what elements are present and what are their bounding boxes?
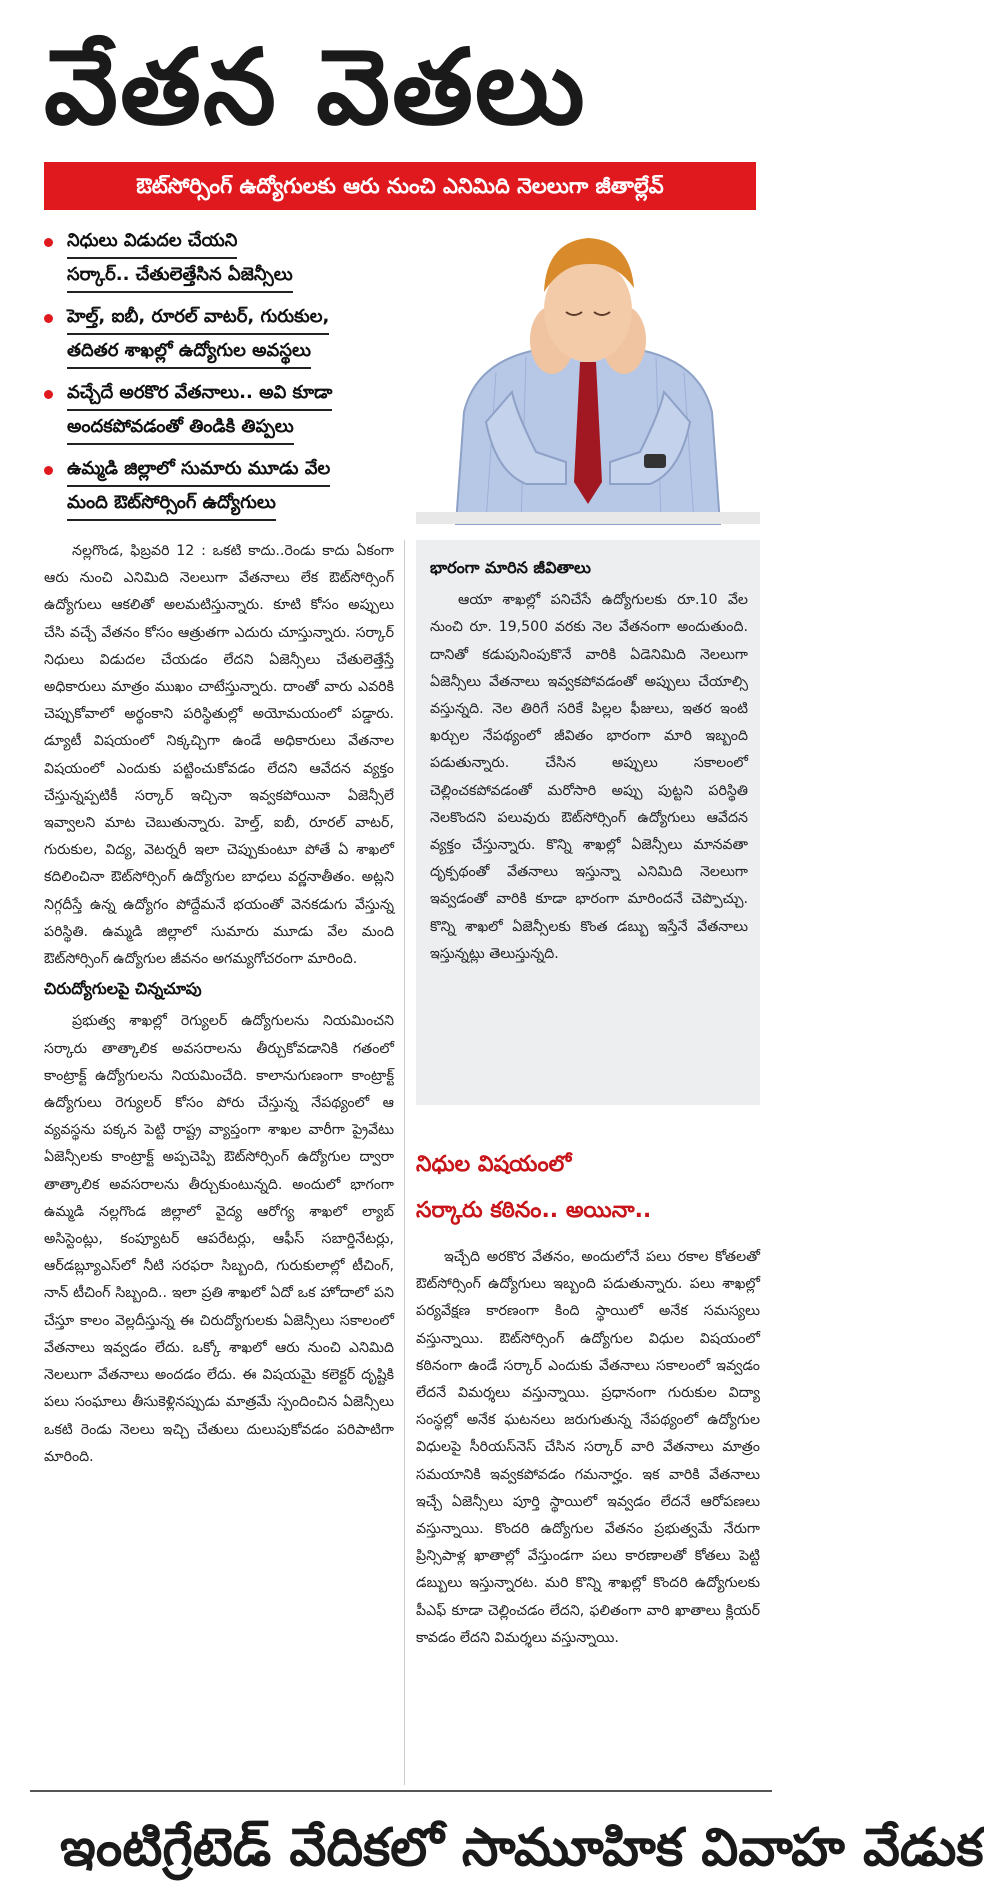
bullet-line: అందకపోవడంతో తిండికి తిప్పలు [67, 411, 294, 445]
sidebar-column [430, 552, 748, 968]
divider-rule [30, 1790, 772, 1792]
bullet-line: నిధులు విడుదల చేయని [67, 225, 237, 259]
bullet-dot-icon [44, 390, 53, 399]
bullet-item [44, 377, 404, 445]
stressed-man-icon [416, 222, 760, 524]
heading-line: సర్కారు కఠినం.. అయినా.. [416, 1198, 652, 1223]
bullet-dot-icon [44, 466, 53, 475]
paragraph: ఇచ్చేది అరకొర వేతనం, అందులోనే పలు రకాల కోతలతో ఔట్‌సోర్సింగ్ ఉద్యోగులు ఇబ్బంది పడుతున్నారు. పలు శాఖల్లో పర్యవేక్షణ కారణంగా కింది స్థాయిలో అనేక సమస్యలు వస్తున్నాయి. ఔట్‌సోర్సింగ్ ఉద్యోగుల విధుల విషయంలో కఠినంగా ఉండే సర్కార్ ఎందుకు వేతనాలు సకాలంలో ఇవ్వడం లేదనే విమర్శలు వస్తున్నాయి. ప్రధానంగా గురుకుల విద్యా సంస్థల్లో అనేక ఘటనలు జరుగుతున్న నేపథ్యంలో ఉద్యోగుల విధులపై సీరియస్‌నెస్ చేసిన సర్కార్ వారి వేతనాలు మాత్రం సమయానికి ఇవ్వకపోవడం గమనార్హం. ఇక వారికి వేతనాలు ఇచ్చే ఏజెన్సీలు పూర్తి స్థాయిలో ఇవ్వడం లేదనే ఆరోపణలు వస్తున్నాయి. కొందరి ఉద్యోగుల వేతనం ప్రభుత్వమే నేరుగా ప్రిన్సిపాళ్ల ఖాతాల్లో వేస్తుండగా పలు కారణాలతో కోతలు పెట్టి డబ్బులు ఇస్తున్నారట. మరి కొన్ని శాఖల్లో కొందరి ఉద్యోగులకు పీఎఫ్ కూడా చెల్లించడం లేదని, ఫలితంగా వారి ఖాతాలు క్లియర్ కావడం లేదని విమర్శలు వస్తున్నాయి. [416, 1249, 760, 1646]
paragraph: నల్లగొండ, ఫిబ్రవరి 12 : ఒకటి కాదు..రెండు కాదు ఏకంగా ఆరు నుంచి ఎనిమిది నెలలుగా వేతనాలు లేక ఔట్‌సోర్సింగ్ ఉద్యోగులు ఆకలితో అలమటిస్తున్నారు. కూటి కోసం అప్పులు చేసి వచ్చే వేతనం కోసం ఆత్రుతగా ఎదురు చూస్తున్నారు. సర్కార్ నిధులు విడుదల చేయడం లేదని ఏజెన్సీలు చేతులెత్తేస్తే అధికారులు మాత్రం ముఖం చాటేస్తున్నారు. దాంతో వారు ఎవరికి చెప్పుకోవాలో అర్థంకాని పరిస్థితుల్లో అయోమయంలో పడ్డారు. డ్యూటీ విషయంలో నిక్కచ్చిగా ఉండే అధికారులు వేతనాల విషయంలో ఎందుకు పట్టించుకోవడం లేదని ఆవేదన వ్యక్తం చేస్తున్నప్పటికీ సర్కార్ ఇచ్చినా ఇవ్వకపోయినా ఏజెన్సీలే ఇవ్వాలని మాట చెబుతున్నారు. హెల్త్, ఐబీ, రూరల్ వాటర్, గురుకుల, విద్య, వెటర్నరీ ఇలా చెప్పుకుంటూ పోతే ఏ శాఖలో కదిలించినా ఔట్‌సోర్సింగ్ ఉద్యోగుల బాధలు వర్ణనాతీతం. అట్లని నిగ్గదీస్తే ఉన్న ఉద్యోగం పోద్దేమనే భయంతో వెనకడుగు వేస్తున్న పరిస్థితి. ఉమ్మడి జిల్లాలో సుమారు మూడు వేల మంది ఔట్‌సోర్సింగ్ ఉద్యోగుల జీవనం అగమ్యగోచరంగా మారింది. [44, 543, 394, 968]
paragraph: ప్రభుత్వ శాఖల్లో రెగ్యులర్ ఉద్యోగులను నియమించని సర్కారు తాత్కాలిక అవసరాలను తీర్చుకోవడానికి గతంలో కాంట్రాక్ట్ ఉద్యోగులను నియమించేది. కాలానుగుణంగా కాంట్రాక్ట్ ఉద్యోగులు రెగ్యులర్ కోసం పోరు చేస్తున్న నేపథ్యంలో ఆ వ్యవస్థను పక్కన పెట్టి రాష్ట్ర వ్యాప్తంగా శాఖల వారీగా ప్రైవేటు ఏజెన్సీలకు కాంట్రాక్ట్ అప్పచెప్పి ఔట్‌సోర్సింగ్ ఉద్యోగుల ద్వారా తాత్కాలిక అవసరాలను తీర్చుకుంటున్నది. అందులో భాగంగా ఉమ్మడి నల్లగొండ జిల్లాలో వైద్య ఆరోగ్య శాఖలో ల్యాబ్ అసిస్టెంట్లు, కంప్యూటర్ ఆపరేటర్లు, ఆఫీస్ సబార్డినేటర్లు, ఆర్‌డబ్ల్యూఎస్‌లో నీటి సరఫరా సిబ్బంది, గురుకులాల్లో టీచింగ్, నాన్ టీచింగ్ సిబ్బంది.. ఇలా ప్రతి శాఖలో ఏదో ఒక హోదాలో పని చేస్తూ కాలం వెల్లదీస్తున్న ఈ చిరుద్యోగులకు ఏజెన్సీలు సకాలంలో వేతనాలు ఇవ్వడం లేదు. ఒక్కో శాఖలో ఆరు నుంచి ఎనిమిది నెలలుగా వేతనాలు అందడం లేదు. ఈ విషయమై కలెక్టర్ దృష్టికి పలు సంఘాలు తీసుకెళ్లినప్పుడు మాత్రమే స్పందించిన ఏజెన్సీలు ఒకటి రెండు నెలలు ఇచ్చి చేతులు దులుపుకోవడం పరిపాటిగా మారింది. [44, 1013, 394, 1465]
bullet-dot-icon [44, 314, 53, 323]
left-column [44, 538, 394, 1471]
right-section-heading [416, 1142, 760, 1234]
bullet-item [44, 453, 404, 521]
headline: వేతన వెతలు [44, 26, 587, 148]
bullet-line: హెల్త్, ఐబీ, రూరల్ వాటర్, గురుకుల, [67, 301, 329, 335]
bullet-line: సర్కార్.. చేతులెత్తేసిన ఏజెన్సీలు [67, 259, 293, 293]
next-article-headline: ఇంటిగ్రేటెడ్ వేదికలో సామూహిక వివాహ వేడుక [60, 1818, 984, 1878]
section-heading: చిరుద్యోగులపై చిన్నచూపు [44, 979, 202, 999]
bullet-dot-icon [44, 238, 53, 247]
sidebar-heading: భారంగా మారిన జీవితాలు [430, 558, 591, 577]
column-divider [404, 540, 405, 1785]
stressed-man-illustration [416, 222, 760, 524]
subheadline-bar: ఔట్‌సోర్సింగ్ ఉద్యోగులకు ఆరు నుంచి ఎనిమిది నెలలుగా జీతాల్లేవ్ [44, 162, 756, 210]
bullet-item [44, 225, 404, 293]
bullet-list [44, 225, 404, 529]
bullet-item [44, 301, 404, 369]
bullet-line: ఉమ్మడి జిల్లాలో సుమారు మూడు వేల [67, 453, 330, 487]
right-column [416, 1244, 760, 1652]
bullet-line: వచ్చేదే అరకొర వేతనాలు.. అవి కూడా [67, 377, 332, 411]
bullet-line: తదితర శాఖల్లో ఉద్యోగుల అవస్థలు [67, 335, 311, 369]
heading-line: నిధుల విషయంలో [416, 1152, 572, 1177]
sidebar-paragraph: ఆయా శాఖల్లో పనిచేసే ఉద్యోగులకు రూ.10 వేల నుంచి రూ. 19,500 వరకు నెల వేతనంగా అందుతుంది. దానితో కడుపునింపుకొనే వారికి ఏడెనిమిది నెలలుగా ఏజెన్సీలు వేతనాలు ఇవ్వకపోవడంతో అప్పులు చేయాల్సి వస్తున్నది. నెల తిరిగే సరికే పిల్లల ఫీజులు, ఇతర ఇంటి ఖర్చుల నేపథ్యంలో జీవితం భారంగా మారి ఇబ్బంది పడుతున్నారు. చేసిన అప్పులు సకాలంలో చెల్లించకపోవడంతో మరోసారి అప్పు పుట్టని పరిస్థితి నెలకొందని పలువురు ఔట్‌సోర్సింగ్ ఉద్యోగులు ఆవేదన వ్యక్తం చేస్తున్నారు. కొన్ని శాఖల్లో ఏజెన్సీలు మానవతా దృక్పథంతో వేతనాలు ఇస్తున్నా ఎనిమిది నెలలుగా ఇవ్వడంతో వారికి కూడా భారంగా మారిందనే చెప్పొచ్చు. కొన్ని శాఖలో ఏజెన్సీలకు కొంత డబ్బు ఇస్తేనే వేతనాలు ఇస్తున్నట్లు తెలుస్తున్నది. [430, 592, 748, 962]
bullet-line: మంది ఔట్‌సోర్సింగ్ ఉద్యోగులు [67, 487, 276, 521]
